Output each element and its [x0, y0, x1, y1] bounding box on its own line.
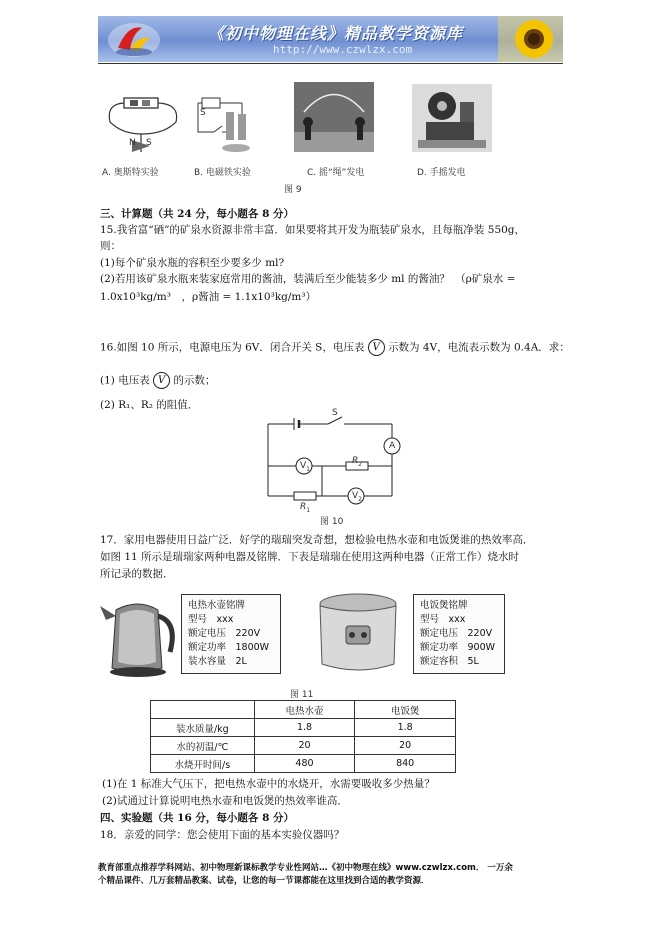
q17-line2: 如图 11 所示是瑞瑞家两种电器及铭牌．下表是瑞瑞在使用这两种电器（正常工作）烧水时 — [100, 551, 520, 563]
figure-10-label: 图 10 — [320, 517, 344, 527]
figure-11-label: 图 11 — [290, 690, 314, 700]
table-cell: 20 — [355, 737, 456, 755]
table-cell: 水烧开时间/s — [151, 755, 255, 773]
table-row — [151, 719, 456, 737]
pole-n-label: N — [129, 138, 136, 148]
caption-c: C. 摇“绳”发电 — [307, 168, 365, 178]
rope-generator-photo — [294, 82, 374, 152]
table-header-row — [151, 701, 456, 719]
table-row — [151, 737, 456, 755]
section-4-heading: 四、实验题（共 16 分，每小题各 8 分） — [100, 812, 295, 824]
cooker-plate-title: 电饭煲铭牌 — [420, 600, 468, 611]
q16-line2a: (1) 电压表 — [100, 374, 150, 387]
table-cell: 1.8 — [355, 719, 456, 737]
switch-label: S — [332, 408, 338, 418]
q15-line2: 则： — [100, 240, 121, 252]
table-cell: 1.8 — [254, 719, 355, 737]
q17-line3: 所记录的数据． — [100, 568, 174, 580]
data-table — [150, 700, 456, 773]
table-cell: 480 — [254, 755, 355, 773]
q16-line1 — [100, 339, 570, 356]
cooker-plate-model: 型号 xxx — [420, 614, 466, 625]
kettle-plate-model: 型号 xxx — [188, 614, 234, 625]
electromagnet-experiment-image — [196, 92, 256, 157]
kettle-plate-title: 电热水壶铭牌 — [188, 600, 246, 611]
section-3-heading: 三、计算题（共 24 分，每小题各 8 分） — [100, 208, 295, 220]
circuit-diagram-fig10 — [262, 410, 412, 518]
caption-d: D. 手摇发电 — [417, 168, 466, 178]
q16-line2b: 的示数； — [173, 374, 216, 387]
footer-line2: 个精品课件、几万套精品教案、试卷，让您的每一节课都能在这里找到合适的教学资源． — [98, 876, 430, 886]
q15-line5: 1.0x10³kg/m³ ，ρ酱油 = 1.1x10³kg/m³） — [100, 291, 317, 303]
header-rule — [98, 63, 563, 64]
q15-line1: 15.我省富“硒”的矿泉水资源非常丰富．如果要将其开发为瓶装矿泉水，且每瓶净装 550g， — [100, 224, 526, 236]
site-logo-icon — [104, 18, 164, 60]
kettle-plate-capacity: 装水容量 2L — [188, 656, 247, 667]
q17-line1: 17．家用电器使用日益广泛．好学的瑞瑞突发奇想，想检验电热水壶和电饭煲谁的热效率高． — [100, 534, 534, 546]
table-cell: 装水质量/kg — [151, 719, 255, 737]
pole-s-label: S — [146, 138, 152, 148]
site-title: 《初中物理在线》精品教学资源库 — [208, 24, 464, 43]
hand-generator-photo — [412, 84, 492, 152]
table-row — [151, 755, 456, 773]
table-cell: 水的初温/℃ — [151, 737, 255, 755]
table-header-cell — [151, 701, 255, 719]
table-cell: 20 — [254, 737, 355, 755]
kettle-plate-power: 额定功率 1800W — [188, 642, 270, 653]
cooker-plate-capacity: 额定容积 5L — [420, 656, 479, 667]
table-header-cell: 电饭煲 — [355, 701, 456, 719]
header-banner — [98, 16, 563, 62]
resistor-r2-label: $R_2$ — [352, 456, 363, 468]
figure-9-label: 图 9 — [284, 185, 302, 195]
sunflower-icon — [498, 16, 563, 62]
kettle-nameplate — [181, 594, 281, 674]
ammeter-label: A — [389, 441, 396, 451]
switch-s-label: S — [200, 108, 206, 118]
table-header-cell: 电热水壶 — [254, 701, 355, 719]
cooker-nameplate — [413, 594, 505, 674]
cooker-plate-power: 额定功率 900W — [420, 642, 496, 653]
q15-line3: (1)每个矿泉水瓶的容积至少要多少 ml? — [100, 257, 285, 269]
resistor-r1-label: $R_1$ — [300, 502, 311, 514]
caption-a: A. 奥斯特实验 — [102, 168, 159, 178]
electric-kettle-image — [98, 592, 178, 682]
q18: 18．亲爱的同学：您会使用下面的基本实验仪器吗？ — [100, 829, 345, 841]
table-cell: 840 — [355, 755, 456, 773]
q16-line1a: 16.如图 10 所示，电源电压为 6V．闭合开关 S，电压表 — [100, 341, 365, 354]
q17-sub2: (2)试通过计算说明电热水壶和电饭煲的热效率谁高． — [102, 795, 348, 807]
figure-9 — [102, 82, 572, 197]
site-url[interactable]: http://www.czwlzx.com — [273, 43, 413, 56]
q17-sub1: (1)在 1 标准大气压下，把电热水壶中的水烧开，水需要吸收多少热量？ — [102, 778, 435, 790]
voltmeter-v2-label: $V_2$ — [352, 491, 362, 503]
rice-cooker-image — [312, 590, 404, 682]
kettle-plate-voltage: 额定电压 220V — [188, 628, 261, 639]
q16-line3: (2) R₁、R₂ 的阻值． — [100, 399, 199, 411]
q16-line1b: 示数为 4V，电流表示数为 0.4A．求： — [388, 341, 570, 354]
caption-b: B. 电磁铁实验 — [194, 168, 251, 178]
q16-line2 — [100, 372, 215, 389]
voltmeter-v1-label: $V_1$ — [300, 461, 310, 473]
footer-line1: 教育部重点推荐学科网站、初中物理新课标教学专业性网站…《初中物理在线》www.czwlzx.com． 一万余 — [98, 863, 513, 873]
cooker-plate-voltage: 额定电压 220V — [420, 628, 493, 639]
voltmeter-symbol-2: V — [153, 372, 170, 389]
voltmeter-symbol: V — [368, 339, 385, 356]
q15-line4: (2)若用该矿泉水瓶来装家庭常用的酱油，装满后至少能装多少 ml 的酱油？ （ρ矿泉水 = — [100, 273, 516, 285]
